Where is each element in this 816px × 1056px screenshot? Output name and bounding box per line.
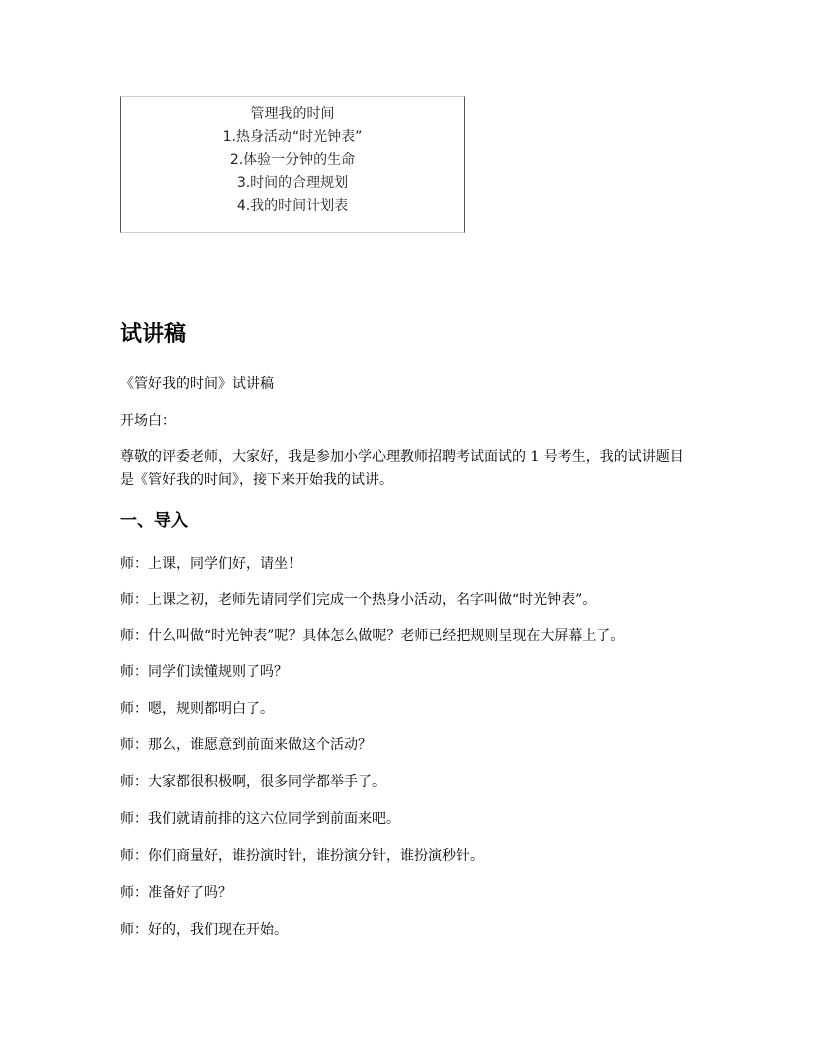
dialogue-line: 师：同学们读懂规则了吗？ xyxy=(120,664,288,680)
section-heading-intro: 一、导入 xyxy=(120,511,188,531)
dialogue-line: 师：上课，同学们好，请坐！ xyxy=(120,556,302,572)
dialogue-line: 师：好的，我们现在开始。 xyxy=(120,922,288,938)
dialogue-line: 师：那么，谁愿意到前面来做这个活动？ xyxy=(120,737,372,753)
dialogue-line: 师：上课之初，老师先请同学们完成一个热身小活动，名字叫做“时光钟表”。 xyxy=(120,592,597,608)
outline-item: 1.热身活动“时光钟表” xyxy=(222,129,363,145)
document-subtitle: 《管好我的时间》试讲稿 xyxy=(120,376,274,392)
outline-item: 2.体验一分钟的生命 xyxy=(229,152,356,168)
outline-box xyxy=(120,96,465,233)
dialogue-line: 师：你们商量好，谁扮演时针，谁扮演分针，谁扮演秒针。 xyxy=(120,848,484,864)
outline-item: 3.时间的合理规划 xyxy=(236,175,349,191)
outline-item: 4.我的时间计划表 xyxy=(236,198,349,214)
opening-label: 开场白： xyxy=(120,413,176,429)
document-title: 试讲稿 xyxy=(120,322,187,347)
outline-title: 管理我的时间 xyxy=(250,106,335,122)
dialogue-line: 师：嗯，规则都明白了。 xyxy=(120,701,274,717)
dialogue-line: 师：准备好了吗？ xyxy=(120,885,232,901)
dialogue-line: 师：我们就请前排的这六位同学到前面来吧。 xyxy=(120,811,400,827)
opening-paragraph: 尊敬的评委老师，大家好，我是参加小学心理教师招聘考试面试的 1 号考生，我的试讲题目是《管好我的时间》，接下来开始我的试讲。 xyxy=(120,449,684,488)
dialogue-line: 师：什么叫做“时光钟表”呢？具体怎么做呢？老师已经把规则呈现在大屏幕上了。 xyxy=(120,628,625,644)
dialogue-line: 师：大家都很积极啊，很多同学都举手了。 xyxy=(120,774,386,790)
